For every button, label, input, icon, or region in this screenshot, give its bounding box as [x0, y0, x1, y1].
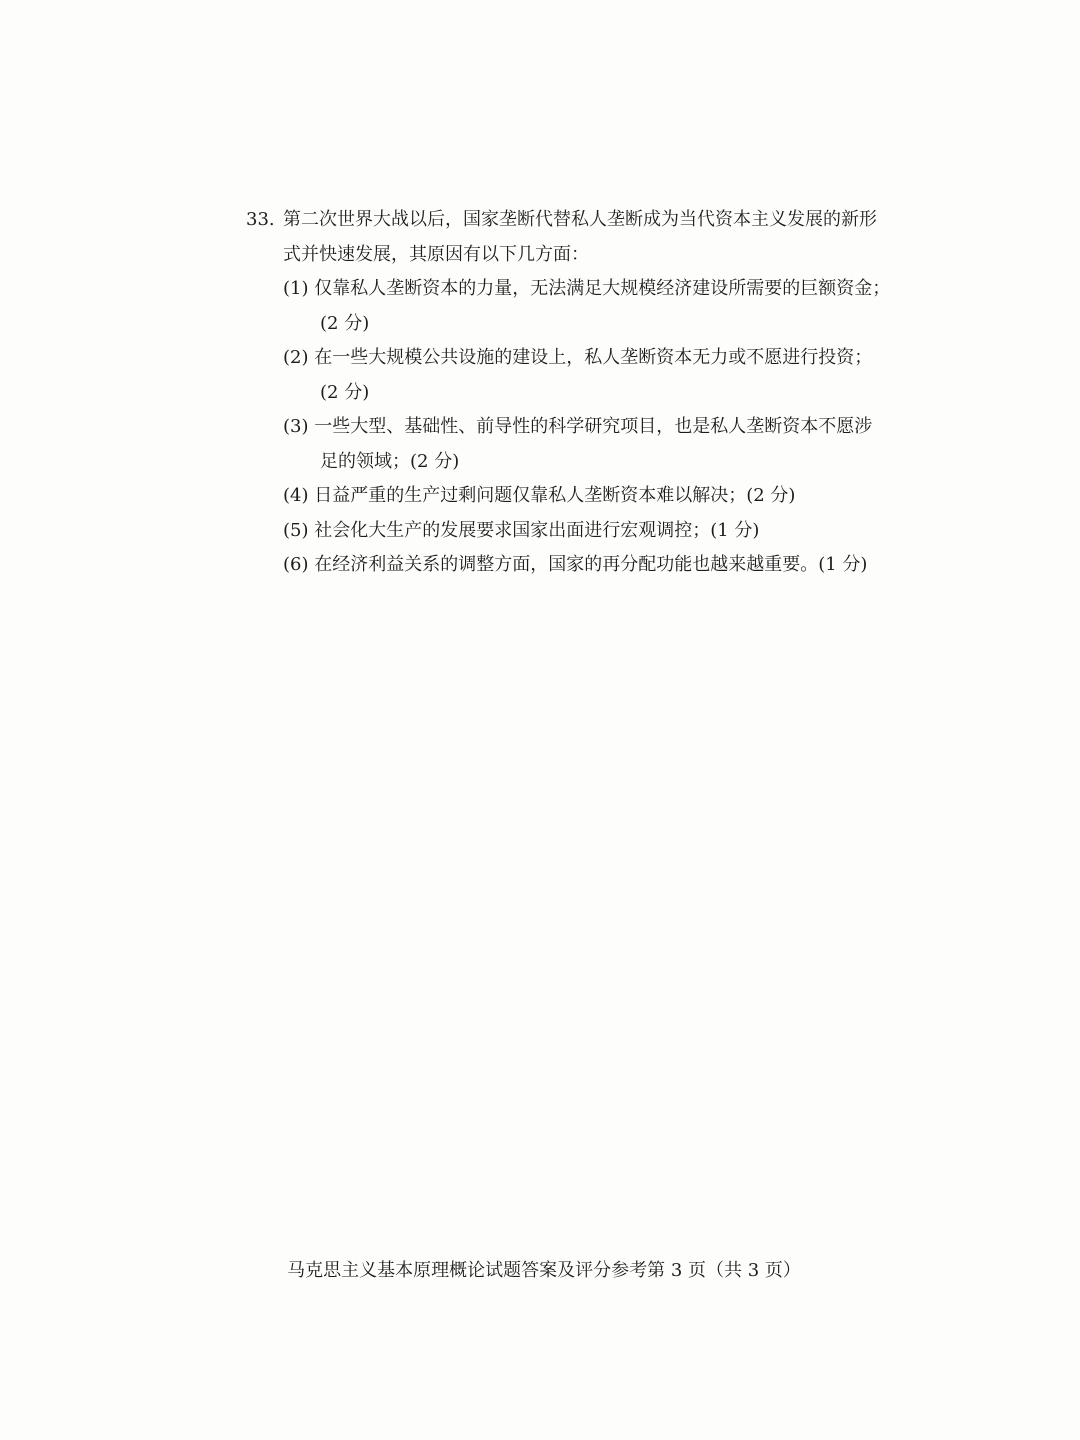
answer-item-3: (3) 一些大型、基础性、前导性的科学研究项目，也是私人垄断资本不愿涉 — [283, 416, 873, 437]
question-text-line-2: 式并快速发展，其原因有以下几方面： — [283, 243, 589, 265]
page-footer — [0, 1256, 1080, 1286]
answer-item-2-score: (2 分) — [320, 381, 370, 403]
answer-item-2: (2) 在一些大规模公共设施的建设上，私人垄断资本无力或不愿进行投资； — [283, 347, 873, 368]
question-number: 33. — [246, 209, 275, 230]
question-text-line-1: 第二次世界大战以后，国家垄断代替私人垄断成为当代资本主义发展的新形 — [283, 209, 877, 230]
question-33 — [246, 203, 891, 583]
answer-item-1: (1) 仅靠私人垄断资本的力量，无法满足大规模经济建设所需要的巨额资金； — [283, 278, 891, 299]
answer-item-5: (5) 社会化大生产的发展要求国家出面进行宏观调控；(1 分) — [283, 519, 760, 541]
question-intro-line-1 — [246, 203, 886, 238]
answer-item-3-continuation: 足的领域；(2 分) — [320, 450, 460, 472]
answer-item-6: (6) 在经济利益关系的调整方面，国家的再分配功能也越来越重要。(1 分) — [283, 554, 868, 575]
answer-item-1-score: (2 分) — [320, 312, 370, 334]
answer-item-4: (4) 日益严重的生产过剩问题仅靠私人垄断资本难以解决；(2 分) — [283, 485, 796, 506]
footer-text: 马克思主义基本原理概论试题答案及评分参考第 3 页（共 3 页） — [287, 1260, 801, 1281]
